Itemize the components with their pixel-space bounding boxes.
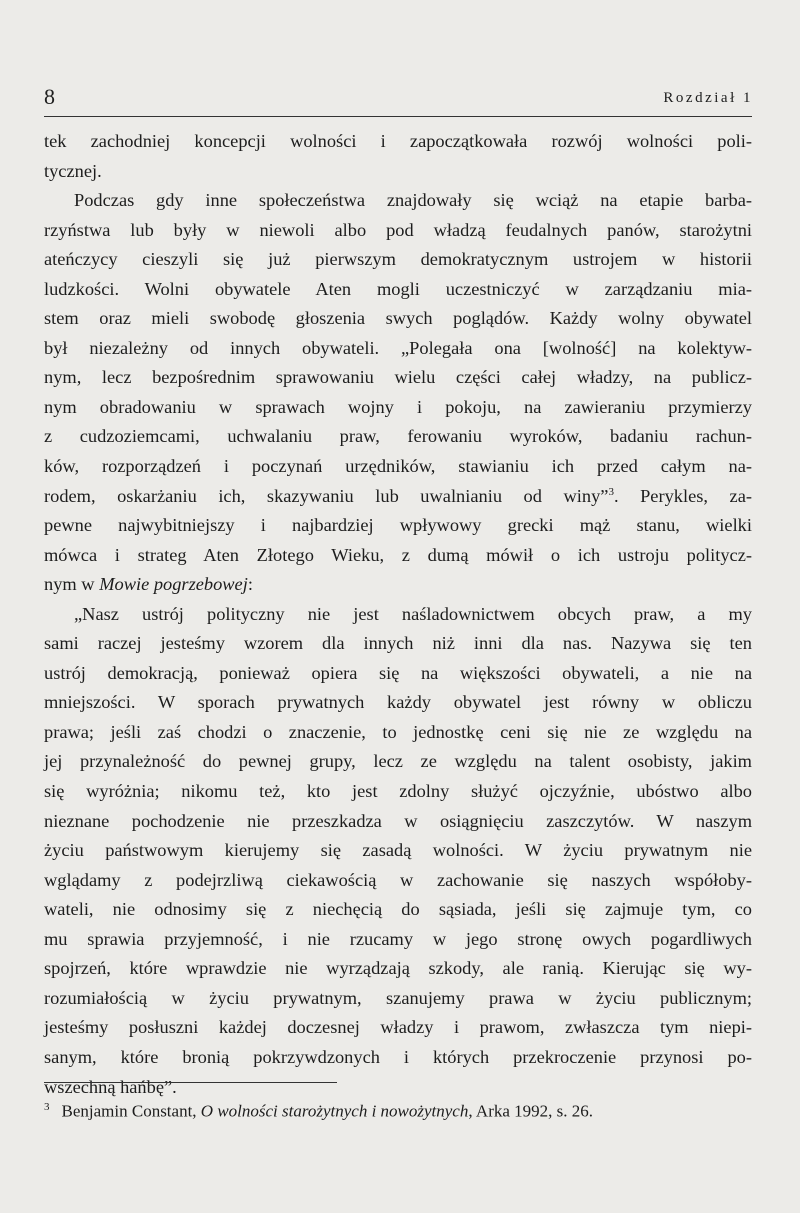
footnote-publication: , Arka 1992, s. 26.	[468, 1101, 594, 1121]
text-line: ateńczycy cieszyli się już pierwszym demokratycznym ustrojem w historii	[44, 249, 752, 270]
text-line: Podczas gdy inne społeczeństwa znajdowały się wciąż na etapie barba-	[74, 190, 752, 211]
text-line: mu sprawia przyjemność, i nie rzucamy w jego stronę owych pogardliwych	[44, 928, 752, 949]
body-text	[44, 127, 752, 1102]
text-line: tek zachodniej koncepcji wolności i zapoczątkowała rozwój wolności poli-	[44, 131, 752, 151]
footnote-reference: 3	[608, 485, 614, 498]
text-line: się wyróżnia; nikomu też, kto jest zdolny służyć ojczyźnie, ubóstwo albo	[44, 781, 752, 802]
header-rule	[44, 116, 752, 117]
text-line: rozumiałością w życiu prywatnym, szanujemy prawa w życiu publicznym;	[44, 987, 752, 1008]
text-line: spojrzeń, które wprawdzie nie wyrządzają szkody, ale ranią. Kierując się wy-	[44, 958, 752, 979]
text-line: prawa; jeśli zaś chodzi o znaczenie, to jednostkę ceni się nie ze względu na	[44, 721, 752, 742]
chapter-header: Rozdział 1	[663, 90, 753, 106]
text-line: mówca i strateg Aten Złotego Wieku, z dumą mówił o ich ustroju politycz-	[44, 544, 752, 565]
footnote-rule	[44, 1082, 337, 1083]
text-line: ustrój demokracją, ponieważ opiera się na większości obywateli, a nie na	[44, 662, 752, 683]
text-line: sanym, które bronią pokrzywdzonych i których przekroczenie przynosi po-	[44, 1046, 752, 1067]
text-segment: :	[247, 574, 253, 595]
text-line: nym obradowaniu w sprawach wojny i pokoju, na zawieraniu przymierzy	[44, 396, 752, 417]
text-line: tycznej.	[44, 160, 102, 181]
text-line: nym, lecz bezpośrednim sprawowaniu wielu części całej władzy, na publicz-	[44, 367, 752, 388]
footnote-book-title: O wolności starożytnych i nowożytnych	[200, 1101, 469, 1121]
text-line: rzyństwa lub były w niewoli albo pod władzą feudalnych panów, starożytni	[44, 219, 752, 240]
footnote	[44, 1095, 752, 1124]
text-line: jesteśmy posłuszni każdej doczesnej władzy i prawom, zwłaszcza tym niepi-	[44, 1017, 752, 1038]
text-line: życiu państwowym kierujemy się zasadą wolności. W życiu prywatnym nie	[44, 840, 752, 861]
speech-title: Mowie pogrzebowej	[99, 574, 248, 595]
text-line	[44, 570, 752, 600]
text-line: nieznane pochodzenie nie przeszkadza w osiągnięciu zaszczytów. W naszym	[44, 810, 752, 831]
text-line: wateli, nie odnosimy się z niechęcią do sąsiada, jeśli się zajmuje tym, co	[44, 899, 752, 920]
text-line: sami raczej jesteśmy wzorem dla innych niż inni dla nas. Nazywa się ten	[44, 633, 752, 654]
text-line: stem oraz mieli swobodę głoszenia swych poglądów. Każdy wolny obywatel	[44, 308, 752, 329]
text-line: wglądamy z podejrzliwą ciekawością w zachowanie się naszych współoby-	[44, 869, 752, 890]
text-line: z cudzoziemcami, uchwalaniu praw, ferowaniu wyroków, badaniu rachun-	[44, 426, 752, 447]
text-segment: rodem, oskarżaniu ich, skazywaniu lub uwalnianiu od winy”	[44, 485, 609, 506]
text-segment: nym w	[44, 574, 100, 595]
text-line	[44, 482, 752, 512]
text-line: pewne najwybitniejszy i najbardziej wpływowy grecki mąż stanu, wielki	[44, 515, 752, 536]
text-line: mniejszości. W sporach prywatnych każdy obywatel jest równy w obliczu	[44, 692, 752, 713]
text-line: ludzkości. Wolni obywatele Aten mogli uczestniczyć w zarządzaniu mia-	[44, 278, 752, 299]
footnote-author: Benjamin Constant,	[61, 1101, 201, 1121]
text-line: „Nasz ustrój polityczny nie jest naśladownictwem obcych praw, a my	[74, 603, 752, 624]
text-segment: . Perykles, za-	[613, 485, 752, 506]
footnote-mark: 3	[44, 1101, 50, 1113]
text-line: ków, rozporządzeń i poczynań urzędników, stawianiu ich przed całym na-	[44, 456, 752, 477]
text-line: jej przynależność do pewnej grupy, lecz ze względu na talent osobisty, jakim	[44, 751, 752, 772]
text-line: był niezależny od innych obywateli. „Polegała ona [wolność] na kolektyw-	[44, 337, 752, 358]
text-line: wszechną hańbę”.	[44, 1076, 177, 1097]
page-number: 8	[44, 84, 55, 109]
